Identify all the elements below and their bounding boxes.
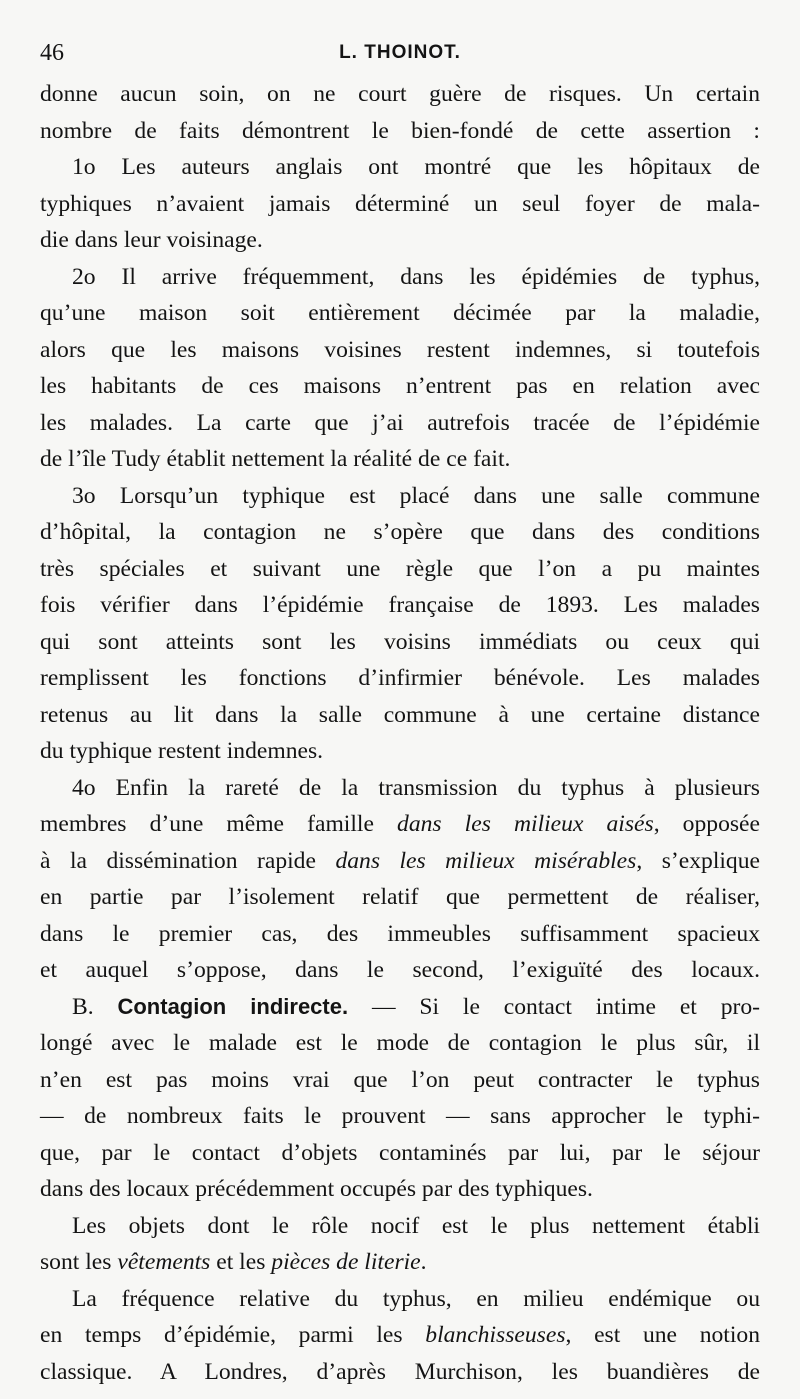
text-line: die dans leur voisinage. [40, 227, 263, 253]
text-line: typhiques n’avaient jamais déterminé un seul foyer de mala- [40, 190, 760, 217]
text-line: de l’île Tudy établit nettement la réalité de ce fait. [40, 446, 511, 472]
text-line: remplissent les fonctions d’infirmier bénévole. Les malades [40, 665, 760, 691]
text-line: les habitants de ces maisons n’entrent pas en relation avec [40, 373, 760, 399]
text-run: — Si le contact intime et pro- [348, 993, 760, 1020]
text-line: classique. A Londres, d’après Murchison, les buandières de [40, 1358, 760, 1385]
text-run: et les [210, 1249, 272, 1275]
text-line [40, 1317, 760, 1354]
text-run: en temps d’épidémie, parmi les [40, 1322, 426, 1348]
page-header [40, 40, 760, 74]
text-run: 4o Enfin la rareté de la transmission du typhus à plusieurs [72, 774, 760, 801]
italic-run: dans les milieux misérables [335, 847, 637, 874]
text-line: 2o Il arrive fréquemment, dans les épidémies de typhus, [72, 263, 760, 290]
text-run: , s’explique [636, 847, 761, 874]
text-line: 1o Les auteurs anglais ont montré que les hôpitaux de [72, 154, 760, 180]
text-line: longé avec le malade est le mode de contagion le plus sûr, il [40, 1030, 760, 1056]
section-heading: Contagion indirecte. [117, 993, 349, 1019]
text-line [40, 770, 760, 807]
text-line: les malades. La carte que j’ai autrefois tracée de l’épidémie [40, 409, 760, 436]
text-line: et auquel s’oppose, dans le second, l’exiguïté des locaux. [40, 957, 760, 983]
text-line: que, par le contact d’objets contaminés par lui, par le séjour [40, 1139, 760, 1166]
section-heading-line [40, 989, 760, 1026]
text-line: 3o Lorsqu’un typhique est placé dans une salle commune [72, 482, 760, 509]
text-line: nombre de faits démontrent le bien-fondé de cette assertion : [40, 117, 760, 144]
text-line [40, 806, 760, 843]
text-line: — de nombreux faits le prouvent — sans approcher le typhi- [40, 1103, 760, 1129]
text-line: Les objets dont le rôle nocif est le plus nettement établi [72, 1212, 760, 1239]
text-line: n’en est pas moins vrai que l’on peut contracter le typhus [40, 1066, 760, 1093]
text-line: alors que les maisons voisines restent indemnes, si toutefois [40, 336, 760, 363]
italic-run: vêtements [117, 1249, 211, 1275]
text-run: , est une notion [565, 1322, 761, 1348]
page-number: 46 [40, 40, 64, 66]
text-line: très spéciales et suivant une règle que l’on a pu maintes [40, 555, 760, 582]
text-line: fois vérifier dans l’épidémie française de 1893. Les malades [40, 592, 760, 618]
text-run: . [420, 1249, 427, 1275]
text-line: dans des locaux précédemment occupés par des typhiques. [40, 1176, 593, 1202]
text-line: du typhique restent indemnes. [40, 738, 324, 764]
text-run: membres d’une même famille [40, 811, 398, 837]
text-line: d’hôpital, la contagion ne s’opère que dans des conditions [40, 519, 760, 545]
body-text [40, 76, 760, 1390]
text-line: La fréquence relative du typhus, en milieu endémique ou [72, 1285, 760, 1312]
text-line [40, 843, 760, 880]
text-run: B. [72, 993, 118, 1020]
text-run: à la dissémination rapide [40, 847, 336, 874]
text-line: retenus au lit dans la salle commune à une certaine distance [40, 701, 760, 728]
running-head: L. THOINOT. [339, 42, 461, 63]
text-line: en partie par l’isolement relatif que permettent de réaliser, [40, 884, 760, 910]
italic-run: dans les milieux aisés [397, 811, 654, 837]
italic-run: blanchisseuses [425, 1322, 566, 1348]
text-line: donne aucun soin, on ne court guère de risques. Un certain [40, 81, 760, 107]
text-line: qu’une maison soit entièrement décimée par la maladie, [40, 300, 760, 326]
text-line: qui sont atteints sont les voisins immédiats ou ceux qui [40, 628, 760, 655]
text-line: dans le premier cas, des immeubles suffisamment spacieux [40, 920, 760, 947]
text-run: sont les [40, 1249, 118, 1275]
text-line [40, 1244, 760, 1281]
text-run: , opposée [653, 811, 760, 837]
italic-run: pièces de literie [271, 1249, 421, 1275]
